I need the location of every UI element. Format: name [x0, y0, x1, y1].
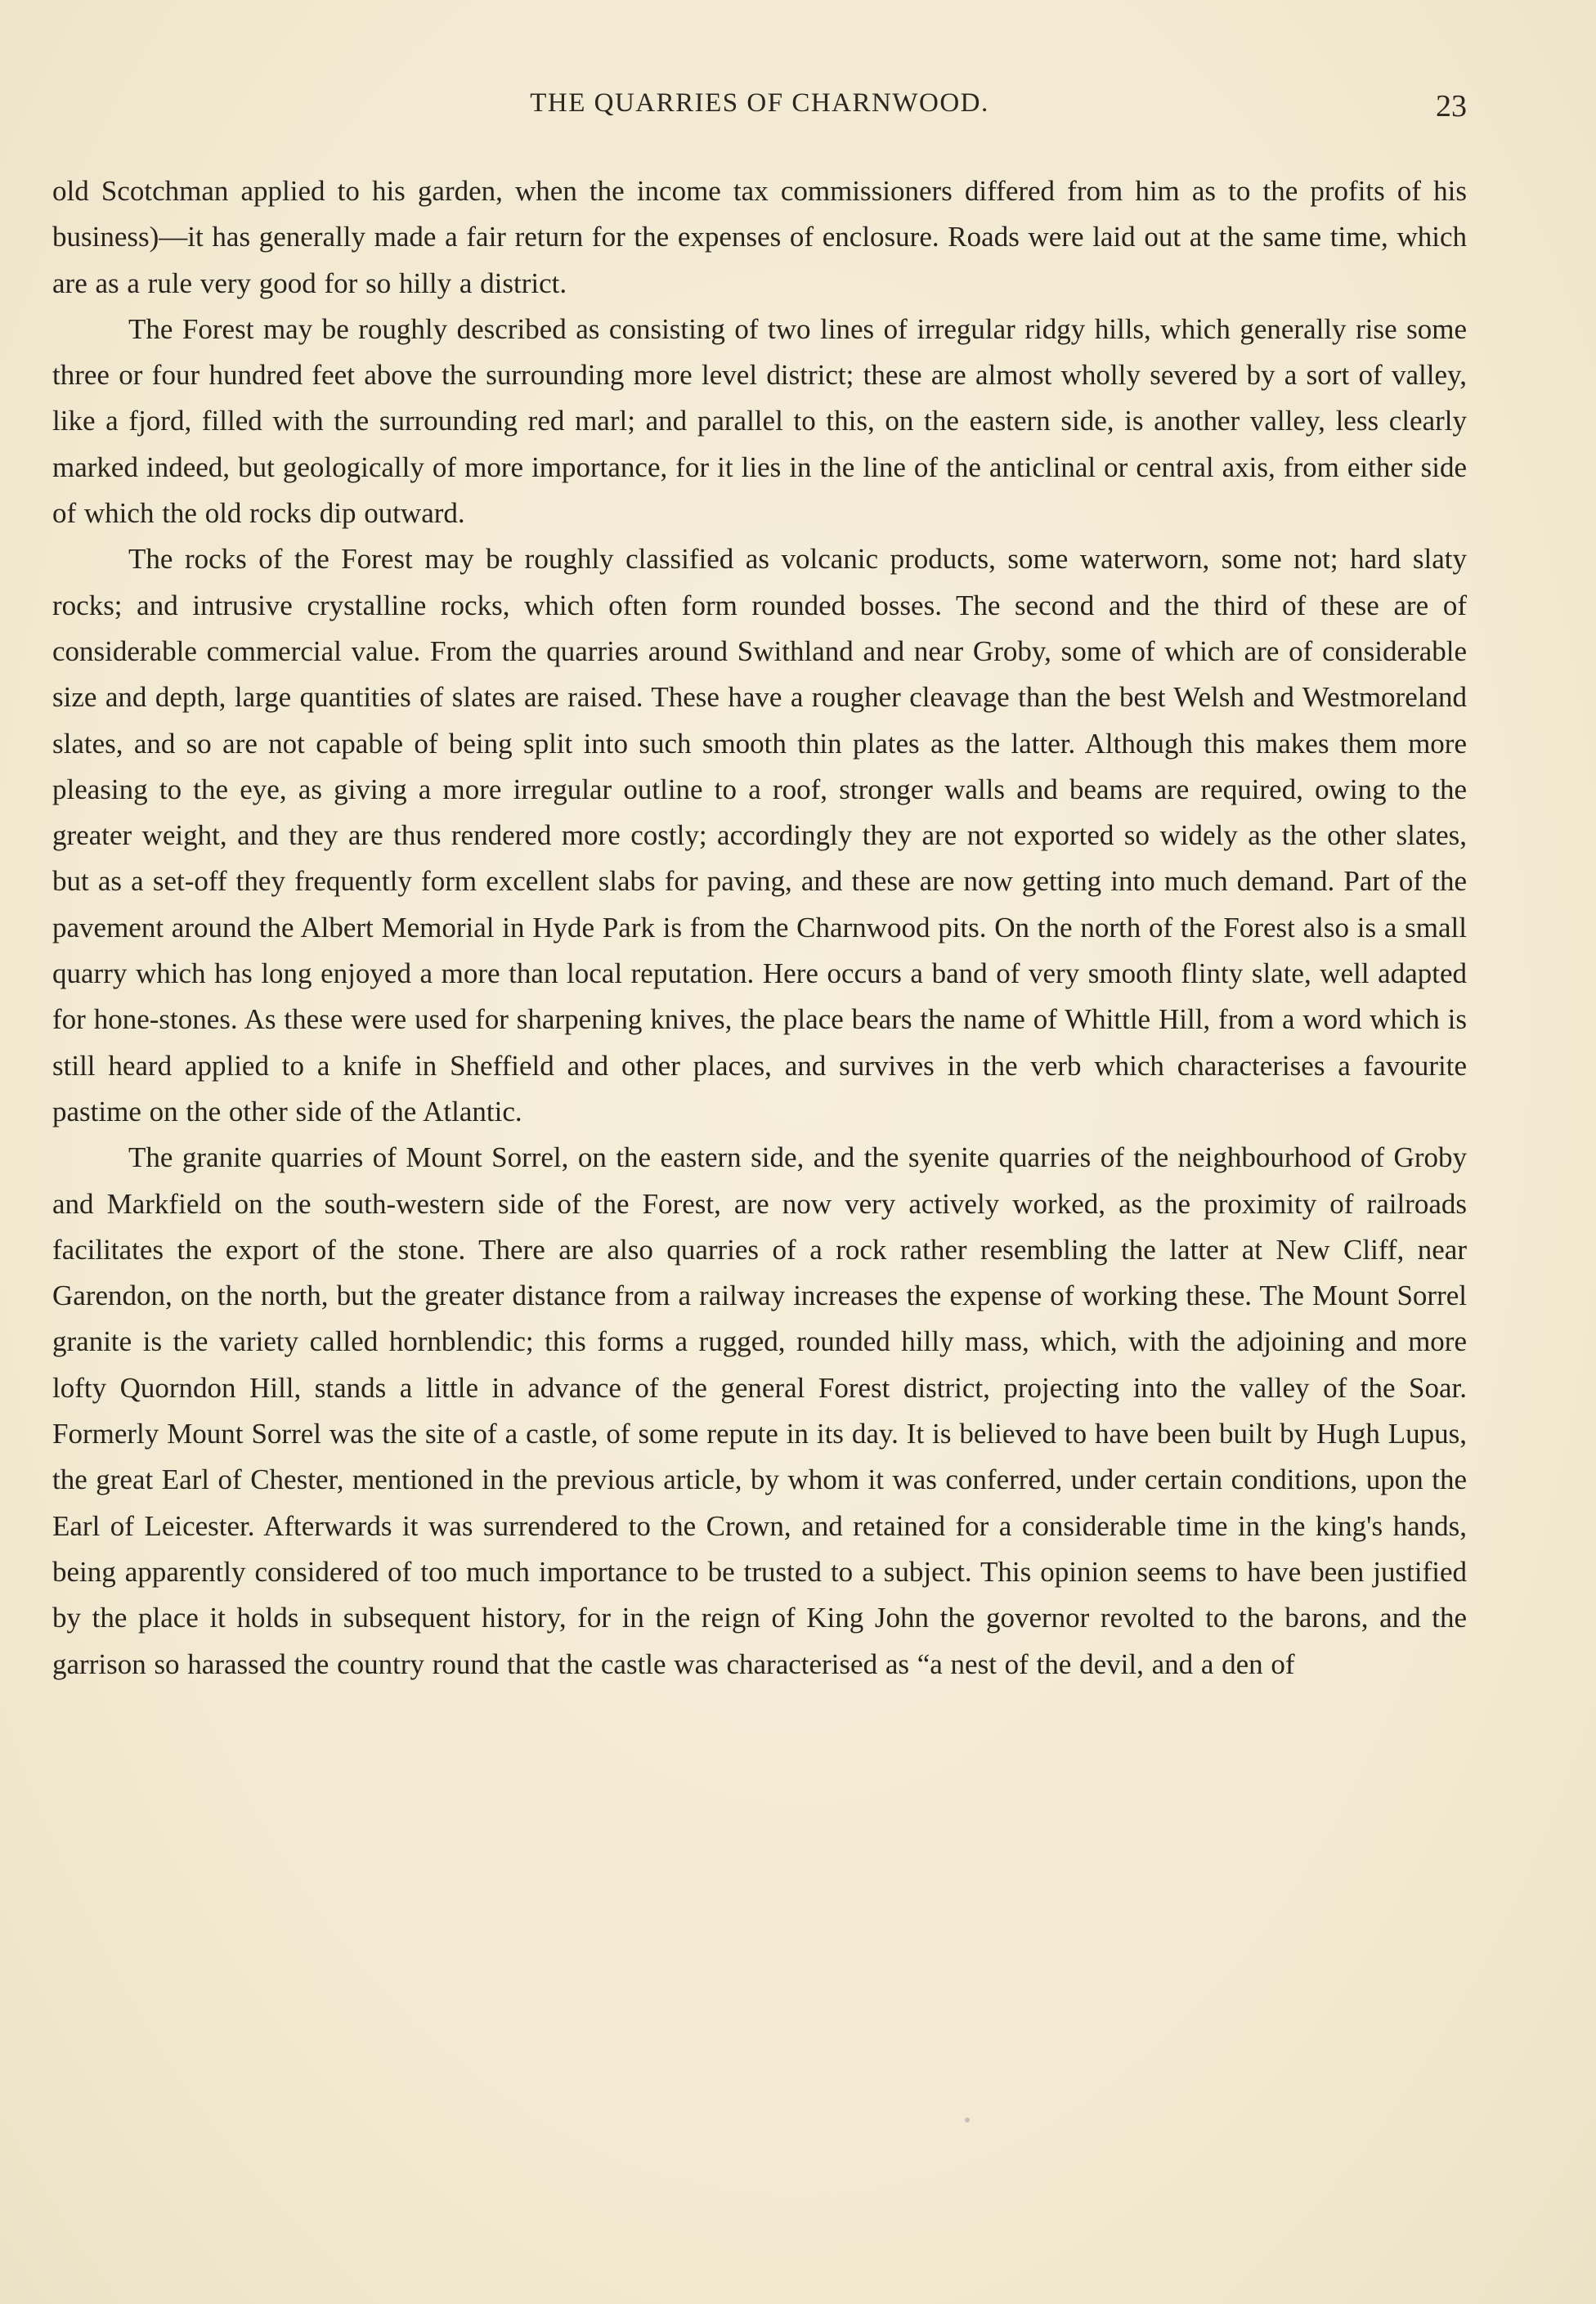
body-text	[52, 168, 1467, 1688]
paragraph-forest-description: The Forest may be roughly described as consisting of two lines of irregular ridgy hills, which generally rise some three or four hundred feet above the surrounding more level district; these are almost wholly severed by a sort of valley, like a fjord, filled with the surrounding red marl; and parallel to this, on the eastern side, is another valley, less clearly marked indeed, but geologically of more importance, for it lies in the line of the anticlinal or central axis, from either side of which the old rocks dip outward.	[52, 312, 1467, 530]
paragraph-continuation: old Scotchman applied to his garden, when the income tax commissioners differed from him as to the profits of his business)—it has generally made a fair return for the expenses of enclosure. Roads were laid out at the same time, which are as a rule very good for so hilly a district.	[52, 175, 1467, 299]
paragraph-granite-quarries: The granite quarries of Mount Sorrel, on the eastern side, and the syenite quarries of the neighbourhood of Groby and Markfield on the south-western side of the Forest, are now very actively worked, as the proximity of railroads facilitates the export of the stone. There are also quarries of a rock rather resembling the latter at New Cliff, near Garendon, on the north, but the greater distance from a railway increases the expense of working these. The Mount Sorrel granite is the variety called hornblendic; this forms a rugged, rounded hilly mass, which, with the adjoining and more lofty Quorndon Hill, stands a little in advance of the general Forest district, projecting into the valley of the Soar. Formerly Mount Sorrel was the site of a castle, of some repute in its day. It is believed to have been built by Hugh Lupus, the great Earl of Chester, mentioned in the previous article, by whom it was conferred, under certain conditions, upon the Earl of Leicester. Afterwards it was surrendered to the Crown, and retained for a considerable time in the king's hands, being apparently considered of too much importance to be trusted to a subject. This opinion seems to have been justified by the place it holds in subsequent history, for in the reign of King John the governor revolted to the barons, and the garrison so harassed the country round that the castle was characterised as “a nest of the devil, and a den of	[52, 1141, 1467, 1680]
running-title: THE QUARRIES OF CHARNWOOD.	[530, 88, 989, 118]
paragraph-rocks-of-forest: The rocks of the Forest may be roughly classified as volcanic products, some waterworn, some not; hard slaty rocks; and intrusive crystalline rocks, which often form rounded bosses. The second and the third of these are of considerable commercial value. From the quarries around Swithland and near Groby, some of which are of considerable size and depth, large quantities of slates are raised. These have a rougher cleavage than the best Welsh and Westmoreland slates, and so are not capable of being split into such smooth thin plates as the latter. Although this makes them more pleasing to the eye, as giving a more irregular outline to a roof, stronger walls and beams are required, owing to the greater weight, and they are thus rendered more costly; accordingly they are not exported so widely as the other slates, but as a set-off they frequently form excellent slabs for paving, and these are now getting into much demand. Part of the pavement around the Albert Memorial in Hyde Park is from the Charnwood pits. On the north of the Forest also is a small quarry which has long enjoyed a more than local reputation. Here occurs a band of very smooth flinty slate, well adapted for hone-stones. As these were used for sharpening knives, the place bears the name of Whittle Hill, from a word which is still heard applied to a knife in Sheffield and other places, and survives in the verb which characterises a favourite pastime on the other side of the Atlantic.	[52, 543, 1467, 1127]
paper-speck	[965, 2118, 970, 2122]
page-header	[52, 88, 1467, 129]
page-number: 23	[1436, 89, 1467, 123]
